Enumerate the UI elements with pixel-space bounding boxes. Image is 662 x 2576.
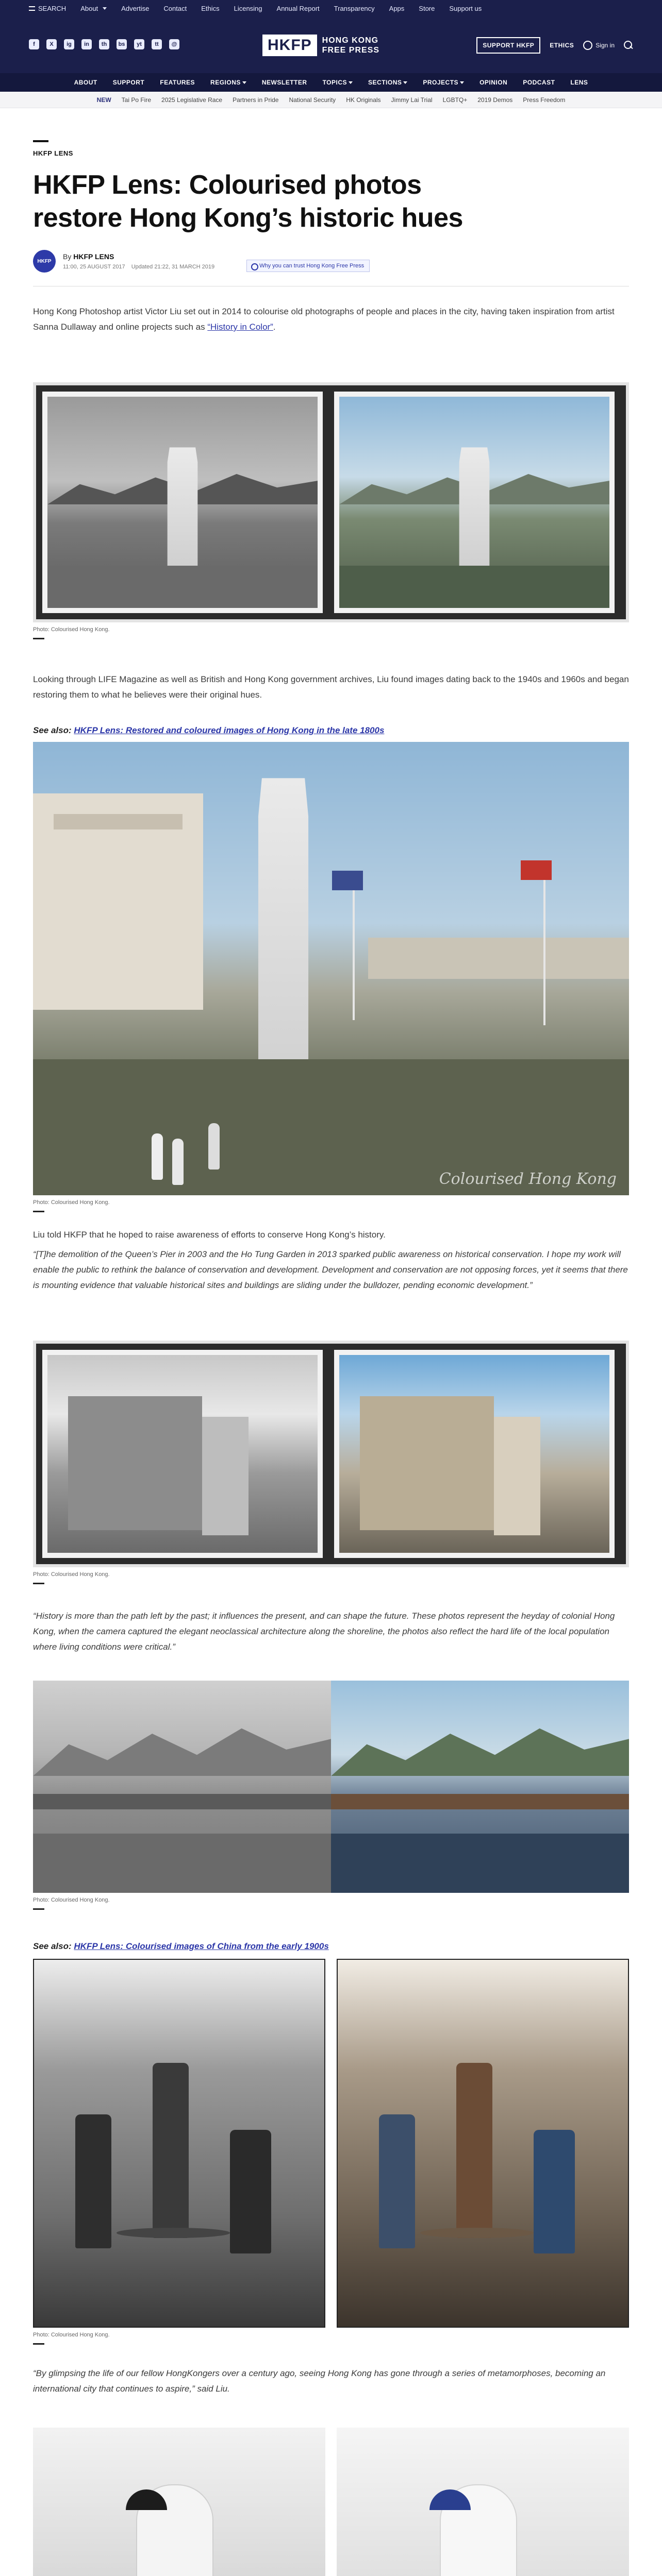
- photo-colour-cenotaph: [334, 392, 615, 613]
- chevron-down-icon: [349, 81, 353, 84]
- quote-1: “[T]he demolition of the Queen’s Pier in 2003 and the Ho Tung Garden in 2013 sparked public awareness on historical conservation. I hope my work will enable the public to rethink the balance of conservation and development. Development and conservation are not opposing forces, yet it seems that there is mounting evidence that valuable historical sites and buildings are sliding under the bulldozer, pending economic development.”: [33, 1249, 628, 1290]
- nav-newsletter[interactable]: NEWSLETTER: [261, 79, 307, 86]
- social-links: [29, 39, 179, 49]
- bluesky-icon[interactable]: bs: [117, 39, 127, 49]
- photo-pair: [33, 382, 629, 622]
- see-also-link-2[interactable]: HKFP Lens: Colourised images of China from the early 1900s: [74, 1941, 329, 1951]
- photo-bw-statue-square: [42, 1350, 323, 1558]
- facebook-icon[interactable]: f: [29, 39, 39, 49]
- nav-features[interactable]: FEATURES: [160, 79, 195, 86]
- trending-item[interactable]: LGBTQ+: [442, 96, 468, 104]
- paragraph-2: Looking through LIFE Magazine as well as British and Hong Kong government archives, Liu found images dating back to the 1940s and 1960s and began restoring them to what he believes were their original hues.: [33, 674, 629, 700]
- photo-pair: [33, 1681, 629, 1893]
- trending-item[interactable]: Press Freedom: [523, 96, 566, 104]
- figure-1: [33, 382, 629, 639]
- utility-bar: [0, 0, 662, 16]
- photo-caption: Photo: Colourised Hong Kong.: [33, 626, 110, 633]
- tiktok-icon[interactable]: tt: [152, 39, 162, 49]
- trending-item[interactable]: Jimmy Lai Trial: [391, 96, 433, 104]
- photo-bw-cenotaph: [42, 392, 323, 613]
- published-date: 11:00, 25 AUGUST 2017: [63, 264, 125, 270]
- trending-item[interactable]: HK Originals: [346, 96, 381, 104]
- photo-caption: Photo: Colourised Hong Kong.: [33, 1897, 110, 1903]
- menu-icon: [29, 6, 35, 11]
- photo-colour-statue-square: [334, 1350, 615, 1558]
- photo-colour-cenotaph-ceremony: [33, 742, 629, 1195]
- author-avatar[interactable]: HKFP: [33, 250, 56, 273]
- brand-header: [0, 16, 662, 73]
- user-icon: [583, 41, 592, 50]
- kicker-bar: [33, 140, 48, 142]
- union-flag-icon: [332, 871, 363, 890]
- figure-2: [33, 742, 629, 1212]
- nav-projects[interactable]: PROJECTS: [423, 79, 464, 86]
- quote-2: “History is more than the path left by the past; it influences the present, and can shape the future. These photos represent the heyday of colonial Hong Kong, when the camera captured the elegant neoclassical architecture along the shoreline, the photos also reflect the hard life of the local population where living conditions were critical.”: [33, 1611, 615, 1652]
- figure-4: [33, 1681, 629, 1910]
- nav-about[interactable]: ABOUT: [74, 79, 97, 86]
- photo-caption: Photo: Colourised Hong Kong.: [33, 1199, 110, 1206]
- trending-item[interactable]: Partners in Pride: [233, 96, 279, 104]
- youtube-icon[interactable]: yt: [134, 39, 144, 49]
- x-icon[interactable]: X: [46, 39, 57, 49]
- search-link[interactable]: SEARCH: [29, 5, 66, 12]
- photo-pair: [33, 2428, 629, 2576]
- util-contact[interactable]: Contact: [163, 4, 187, 12]
- chevron-down-icon: [103, 7, 107, 10]
- main-nav: [0, 73, 662, 92]
- util-store[interactable]: Store: [419, 4, 435, 12]
- util-apps[interactable]: Apps: [389, 4, 405, 12]
- see-also-2: See also: HKFP Lens: Colourised images of China from the early 1900s: [33, 1941, 329, 1951]
- nav-opinion[interactable]: OPINION: [479, 79, 508, 86]
- paragraph-3: Liu told HKFP that he hoped to raise awareness of efforts to conserve Hong Kong’s history.: [33, 1230, 386, 1240]
- photo-colour-family: [337, 1959, 629, 2328]
- article: [33, 140, 629, 2394]
- figure-3: [33, 1341, 629, 1584]
- util-ethics[interactable]: Ethics: [201, 4, 220, 12]
- ethics-link[interactable]: ETHICS: [550, 42, 574, 49]
- photo-caption: Photo: Colourised Hong Kong.: [33, 2332, 110, 2338]
- linkedin-icon[interactable]: in: [81, 39, 92, 49]
- chevron-down-icon: [242, 81, 246, 84]
- see-also-1: See also: HKFP Lens: Restored and coloured images of Hong Kong in the late 1800s: [33, 725, 385, 735]
- site-logo[interactable]: [262, 31, 400, 60]
- photo-bw-family: [33, 1959, 325, 2328]
- chevron-down-icon: [460, 81, 464, 84]
- logo-line-1: HONG KONG: [322, 36, 379, 45]
- nav-regions[interactable]: REGIONS: [210, 79, 246, 86]
- watermark-signature: Colourised Hong Kong: [439, 1170, 617, 1188]
- trending-new-label: NEW: [96, 96, 111, 104]
- nav-sections[interactable]: SECTIONS: [368, 79, 407, 86]
- history-in-color-link[interactable]: “History in Color”: [207, 322, 273, 332]
- nav-lens[interactable]: LENS: [570, 79, 588, 86]
- photo-pair: [33, 1959, 629, 2328]
- header-actions: [476, 37, 633, 54]
- nav-support[interactable]: SUPPORT: [112, 79, 145, 86]
- instagram-icon[interactable]: ig: [64, 39, 74, 49]
- photo-colour-harbour: [331, 1681, 629, 1893]
- logo-mark: HKFP: [262, 35, 317, 56]
- util-transparency[interactable]: Transparency: [334, 4, 375, 12]
- figure-5: [33, 1959, 629, 2345]
- chevron-down-icon: [403, 81, 407, 84]
- article-kicker[interactable]: HKFP LENS: [33, 149, 73, 157]
- email-icon[interactable]: @: [169, 39, 179, 49]
- trending-item[interactable]: Tai Po Fire: [121, 96, 152, 104]
- util-advertise[interactable]: Advertise: [121, 4, 150, 12]
- trending-item[interactable]: 2025 Legislative Race: [161, 96, 223, 104]
- photo-colour-stewardess: [337, 2428, 629, 2576]
- trust-badge[interactable]: Why you can trust Hong Kong Free Press: [246, 260, 370, 272]
- search-icon[interactable]: [624, 41, 633, 50]
- paragraph-1: Hong Kong Photoshop artist Victor Liu set out in 2014 to colourise old photographs of people and places in the city, having taken inspiration from artist Sanna Dullaway and online projects such as “History in Color”.: [33, 307, 615, 332]
- figure-6: [33, 2428, 629, 2576]
- quote-3: “By glimpsing the life of our fellow HongKongers over a century ago, seeing Hong Kong has gone through a series of metamorphoses, becoming an international city that continues to aspire,” said Liu.: [33, 2368, 606, 2394]
- photo-bw-harbour: [33, 1681, 331, 1893]
- author-name[interactable]: HKFP LENS: [73, 252, 114, 261]
- sign-in-button[interactable]: Sign in: [583, 41, 615, 50]
- photo-caption: Photo: Colourised Hong Kong.: [33, 1571, 110, 1578]
- support-hkfp-button[interactable]: SUPPORT HKFP: [476, 37, 540, 54]
- logo-line-2: FREE PRESS: [322, 46, 380, 55]
- trending-item[interactable]: National Security: [289, 96, 336, 104]
- photo-pair: [33, 1341, 629, 1567]
- nav-podcast[interactable]: PODCAST: [523, 79, 555, 86]
- by-prefix: By: [63, 252, 72, 261]
- util-support-us[interactable]: Support us: [449, 4, 482, 12]
- threads-icon[interactable]: th: [99, 39, 109, 49]
- util-licensing[interactable]: Licensing: [234, 4, 262, 12]
- trending-item[interactable]: 2019 Demos: [477, 96, 513, 104]
- byline: [33, 250, 629, 273]
- util-about[interactable]: About: [80, 5, 107, 12]
- see-also-link-1[interactable]: HKFP Lens: Restored and coloured images of Hong Kong in the late 1800s: [74, 725, 385, 735]
- article-title: HKFP Lens: Colourised photos restore Hong Kong’s historic hues: [33, 170, 463, 233]
- trending-bar: [0, 92, 662, 108]
- roc-flag-icon: [521, 860, 552, 880]
- nav-topics[interactable]: TOPICS: [323, 79, 353, 86]
- photo-bw-stewardess: [33, 2428, 325, 2576]
- updated-date: Updated 21:22, 31 MARCH 2019: [131, 264, 215, 270]
- util-annual-report[interactable]: Annual Report: [276, 4, 320, 12]
